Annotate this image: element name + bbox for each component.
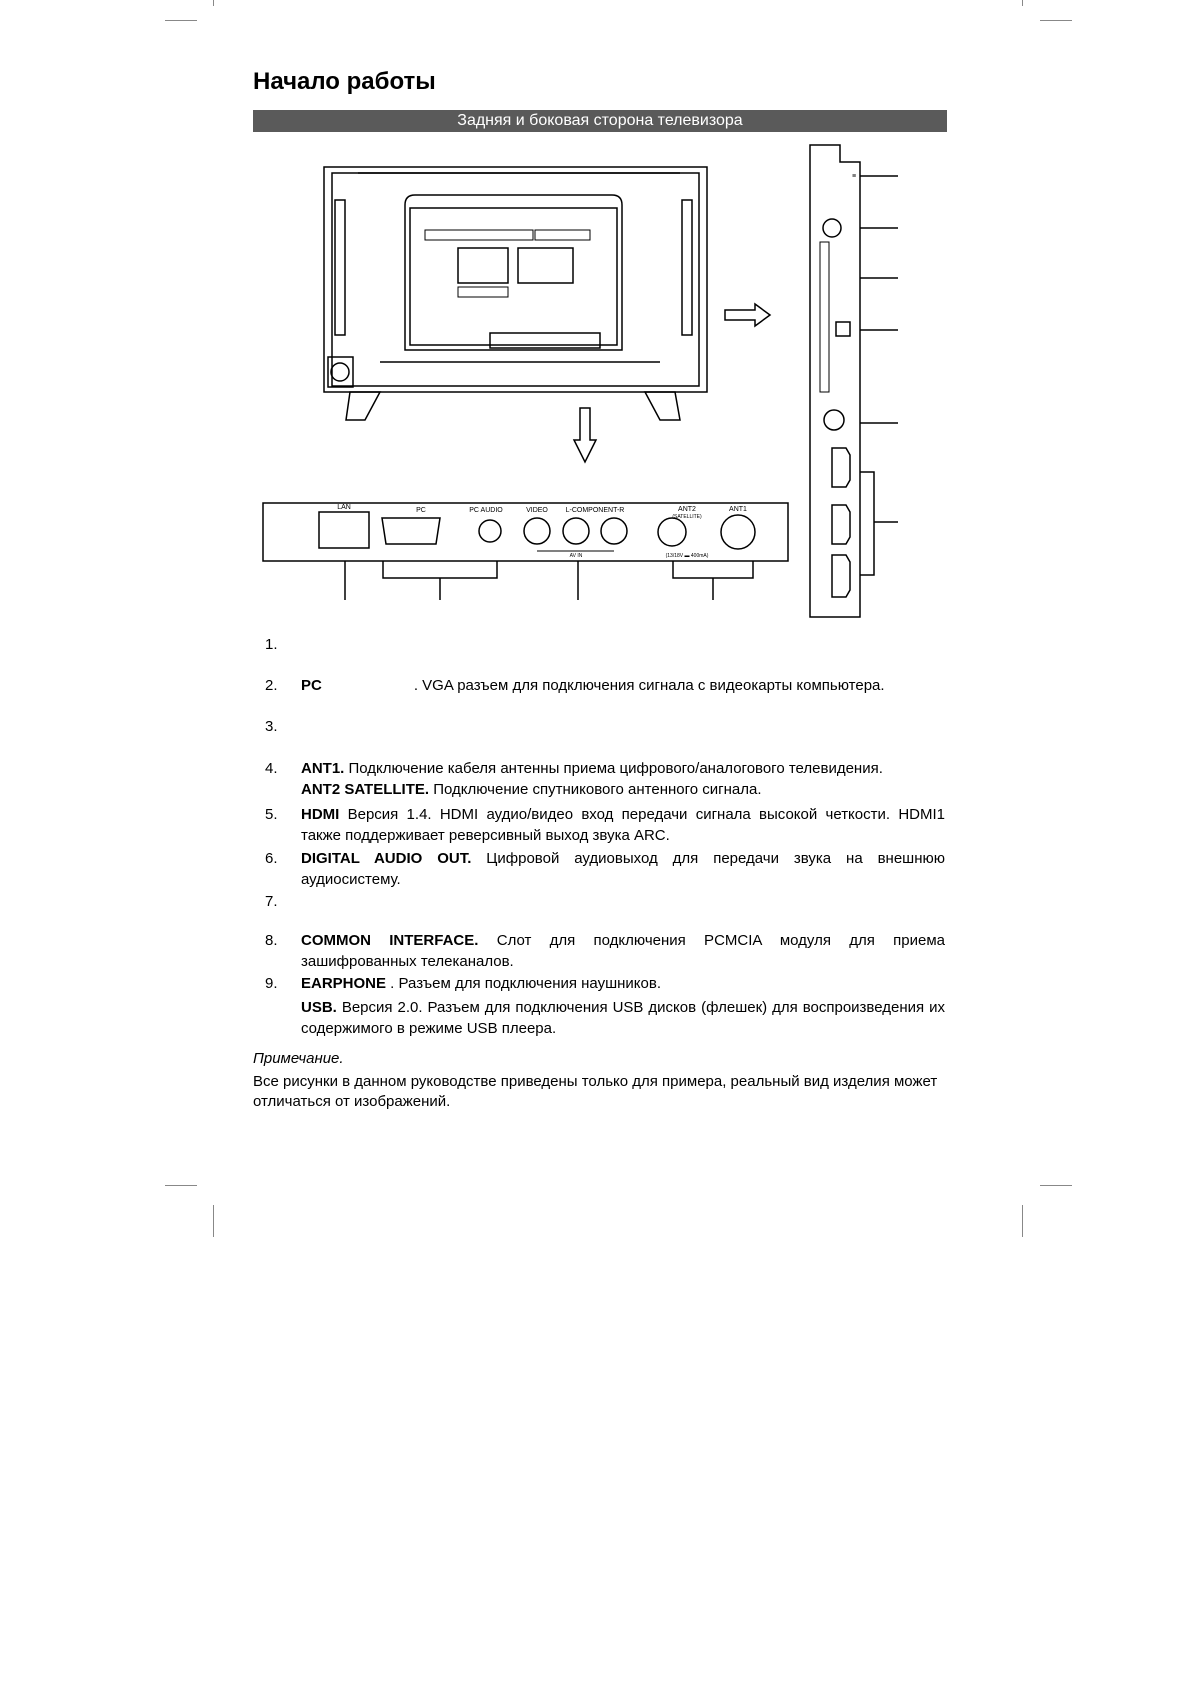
arrow-down-icon [574, 408, 596, 462]
item-number: 5. [265, 806, 278, 823]
pc-audio-port [479, 520, 501, 542]
arrow-right-icon [725, 304, 770, 326]
item-text: Цифровой аудиовыход для передачи звука на внешнюю аудиосистему. [301, 850, 946, 888]
item-number: 6. [265, 850, 278, 867]
item-number: 8. [265, 932, 278, 949]
connector-panel [263, 503, 788, 600]
item-title: DIGITAL AUDIO OUT. [301, 850, 472, 867]
item-text-2: Версия 2.0. Разъем для подключения USB дисков (флешек) для воспроизведения их содержимого в режиме USB плеера. [301, 999, 945, 1037]
ant2-label: ANT2 [678, 506, 696, 513]
tv-diagram [0, 0, 1190, 640]
page-title: Начало работы [253, 68, 436, 95]
tv-back-view [324, 167, 707, 420]
list-item-9 [265, 973, 945, 1039]
item-number: 3. [265, 718, 278, 735]
ant2-sub-label: (SATELLITE) [672, 514, 702, 520]
item-number: 1. [265, 636, 278, 653]
item-title-2: USB. [301, 999, 337, 1016]
item-text-2: Подключение спутникового антенного сигнала. [429, 781, 762, 798]
note-text: Все рисунки в данном руководстве приведены только для примера, реальный вид изделия может отличаться от изображений. [253, 1073, 938, 1110]
item-number: 2. [265, 677, 278, 694]
note-title: Примечание. [253, 1050, 344, 1067]
list-item-5 [265, 804, 945, 846]
lan-port [319, 512, 369, 548]
section-header: Задняя и боковая сторона телевизора [253, 110, 947, 132]
list-item-6 [265, 848, 945, 890]
item-text: Слот для подключения PCMCIA модуля для приема зашифрованных телеканалов. [301, 932, 945, 970]
item-text: . Разъем для подключения наушников. [386, 975, 662, 992]
item-text: Подключение кабеля антенны приема цифрового/аналогового телевидения. [344, 760, 883, 777]
item-title-2: ANT2 SATELLITE. [301, 781, 430, 798]
item-number: 7. [265, 893, 278, 910]
lan-label: LAN [337, 504, 351, 511]
list-item-8 [265, 930, 945, 972]
vga-port [382, 518, 440, 544]
pc-label: PC [416, 507, 426, 514]
item-text: Версия 1.4. HDMI аудио/видео вход передачи сигнала высокой четкости. HDMI1 также поддерживает реверсивный выход звука ARC. [301, 806, 945, 844]
item-title: ANT1. [301, 760, 345, 777]
crop-mark [1040, 1185, 1072, 1186]
svg-text:≡: ≡ [852, 173, 857, 180]
item-title: COMMON INTERFACE. [301, 932, 479, 949]
ant1-label: ANT1 [729, 506, 747, 513]
item-title: EARPHONE [301, 975, 387, 992]
component-label: L-COMPONENT-R [565, 507, 625, 514]
list-item-2 [265, 675, 945, 696]
crop-mark [1022, 1205, 1023, 1237]
item-number: 9. [265, 975, 278, 992]
item-title: PC [301, 677, 322, 694]
av-in-label: AV IN [569, 553, 583, 559]
crop-mark [213, 1205, 214, 1237]
crop-mark [165, 1185, 197, 1186]
item-number: 4. [265, 760, 278, 777]
tv-side-panel [810, 145, 898, 617]
item-text: . VGA разъем для подключения сигнала с видеокарты компьютера. [413, 677, 885, 694]
item-title: HDMI [301, 806, 340, 823]
list-item-4 [265, 758, 945, 800]
ant2-power-label: (13/18V ▬ 400mA) [665, 553, 709, 559]
pc-audio-label: PC AUDIO [469, 507, 503, 514]
video-label: VIDEO [526, 507, 548, 514]
